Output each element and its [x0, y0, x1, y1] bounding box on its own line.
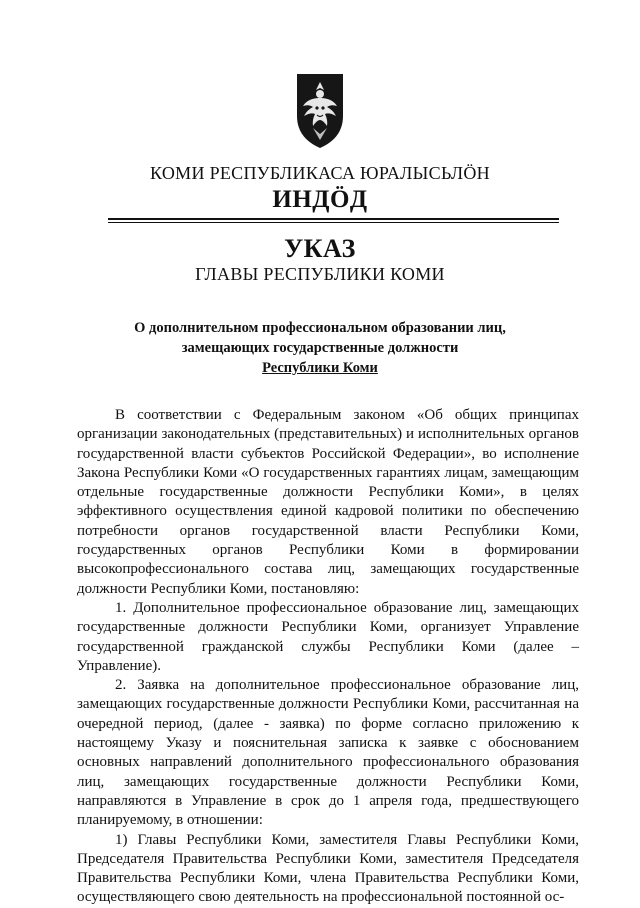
- coat-of-arms-icon: [293, 70, 347, 150]
- subject-line-1: О дополнительном профессиональном образовании лиц,: [134, 320, 506, 336]
- header-divider-thin: [108, 222, 559, 223]
- paragraph-preamble: В соответствии с Федеральным законом «Об общих принципах организации законодательных (представительных) и исполнительных органов государственной власти субъектов Российской Федерации», во исполнение Закона Республики Коми «О государственных гарантиях лицам, замещающим отдельные государственные должности Республики Коми», в целях эффективного осуществления единой кадровой политики по обеспечению потребности органов государственной власти Республики Коми, государственных органов Республики Коми в формировании высокопрофессионального состава лиц, замещающих государственные должности Республики Коми, постановляю:: [77, 407, 579, 597]
- paragraph-subitem-1: 1) Главы Республики Коми, заместителя Главы Республики Коми, Председателя Правительства Республики Коми, заместителя Председателя Правительства Республики Коми, члена Правительства Республики Коми, осуществляющего свою деятельность на профессиональной постоянной ос-: [77, 831, 579, 906]
- paragraph-item-2: 2. Заявка на дополнительное профессиональное образование лиц, замещающих государственные должности Республики Коми, рассчитанная на очередной период, (далее - заявка) по форме согласно приложению к настоящему Указу и пояснительная записка к заявке с обоснованием основных направлений дополнительного профессионального образования лиц, замещающих государственные должности Республики Коми, направляются в Управление в срок до 1 апреля года, предшествующего планируемому, в отношении:: [77, 677, 579, 829]
- subject-line-2: замещающих государственные должности: [181, 340, 459, 356]
- document-issuer: ГЛАВЫ РЕСПУБЛИКИ КОМИ: [195, 264, 445, 284]
- header-divider-thick: [108, 218, 559, 220]
- decree-subject: [0, 318, 640, 378]
- decree-body: [77, 406, 579, 908]
- document-title: УКАЗ: [284, 234, 356, 263]
- paragraph-item-1: 1. Дополнительное профессиональное образование лиц, замещающих государственные должности Республики Коми, организует Управление государственной гражданской службы Республики Коми (далее – Управление).: [77, 599, 579, 674]
- komi-document-type: ИНДӦД: [272, 186, 368, 213]
- subject-line-3: Республики Коми: [262, 360, 378, 376]
- komi-authority-name: КОМИ РЕСПУБЛИКАСА ЮРАЛЫСЬЛӦН: [150, 163, 490, 183]
